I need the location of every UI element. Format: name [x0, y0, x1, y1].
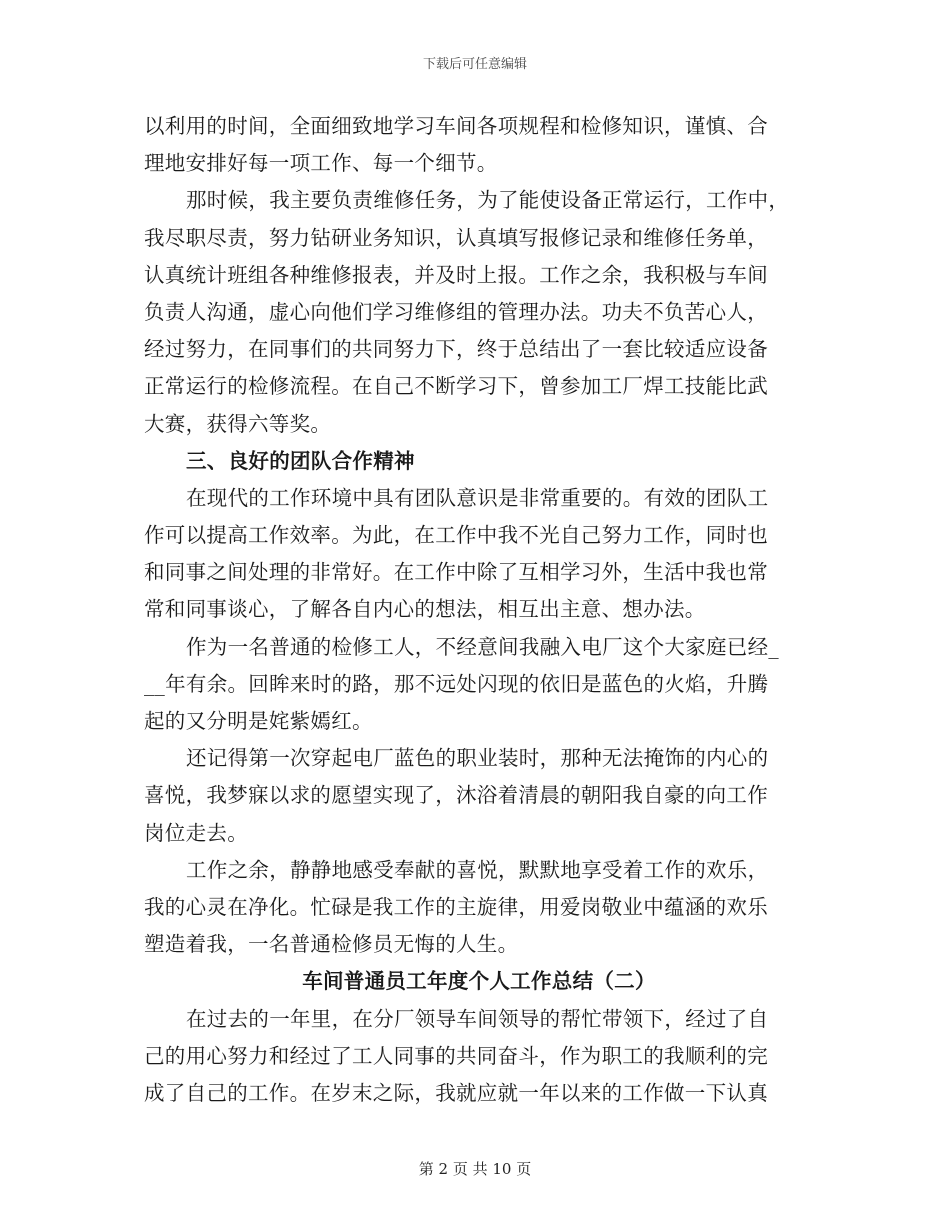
text-line: 岗位走去。	[144, 820, 248, 845]
section-heading: 三、良好的团队合作精神	[186, 448, 415, 473]
section-heading: 车间普通员工年度个人工作总结（二）	[302, 969, 656, 994]
text-line: 喜悦，我梦寐以求的愿望实现了，沐浴着清晨的朝阳我自豪的向工作	[144, 783, 768, 808]
text-line: 理地安排好每一项工作、每一个细节。	[144, 151, 498, 176]
text-line: 负责人沟通，虚心向他们学习维修组的管理办法。功夫不负苦心人，	[144, 299, 768, 324]
text-line: 己的用心努力和经过了工人同事的共同奋斗，作为职工的我顺利的完	[144, 1043, 768, 1068]
text-line: 工作之余，静静地感受奉献的喜悦，默默地享受着工作的欢乐，	[186, 857, 769, 882]
page-header: 下载后可任意编辑	[422, 57, 527, 72]
text-line: 常和同事谈心，了解各自内心的想法，相互出主意、想办法。	[144, 597, 706, 622]
text-line: 和同事之间处理的非常好。在工作中除了互相学习外，生活中我也常	[144, 560, 768, 585]
text-line: 起的又分明是姹紫嫣红。	[144, 709, 373, 733]
text-line: 在现代的工作环境中具有团队意识是非常重要的。有效的团队工	[186, 485, 769, 510]
text-line: 作为一名普通的检修工人，不经意间我融入电厂这个大家庭已经_	[186, 634, 779, 659]
page-number: 第 2 页 共 10 页	[418, 1160, 532, 1178]
text-line: 我尽职尽责，努力钻研业务知识，认真填写报修记录和维修任务单，	[144, 225, 768, 250]
document-body	[144, 108, 814, 1112]
text-line: 成了自己的工作。在岁末之际，我就应就一年以来的工作做一下认真	[144, 1080, 768, 1105]
text-line: 正常运行的检修流程。在自己不断学习下，曾参加工厂焊工技能比武	[144, 374, 768, 399]
text-line: 作可以提高工作效率。为此，在工作中我不光自己努力工作，同时也	[144, 523, 768, 548]
text-line: 大赛，获得六等奖。	[144, 411, 332, 436]
text-line: 在过去的一年里，在分厂领导车间领导的帮忙带领下，经过了自	[186, 1006, 769, 1031]
text-line: 经过努力，在同事们的共同努力下，终于总结出了一套比较适应设备	[144, 337, 768, 362]
text-line: 那时候，我主要负责维修任务，为了能使设备正常运行，工作中，	[186, 188, 790, 213]
text-line: 我的心灵在净化。忙碌是我工作的主旋律，用爱岗敬业中蕴涵的欢乐	[144, 894, 768, 919]
text-line: 认真统计班组各种维修报表，并及时上报。工作之余，我积极与车间	[144, 262, 768, 287]
text-line: 还记得第一次穿起电厂蓝色的职业装时，那种无法掩饰的内心的	[186, 746, 769, 771]
text-line: 以利用的时间，全面细致地学习车间各项规程和检修知识，谨慎、合	[144, 114, 768, 138]
text-line: __年有余。回眸来时的路，那不远处闪现的依旧是蓝色的火焰，升腾	[144, 671, 769, 696]
text-line: 塑造着我，一名普通检修员无悔的人生。	[144, 932, 519, 957]
